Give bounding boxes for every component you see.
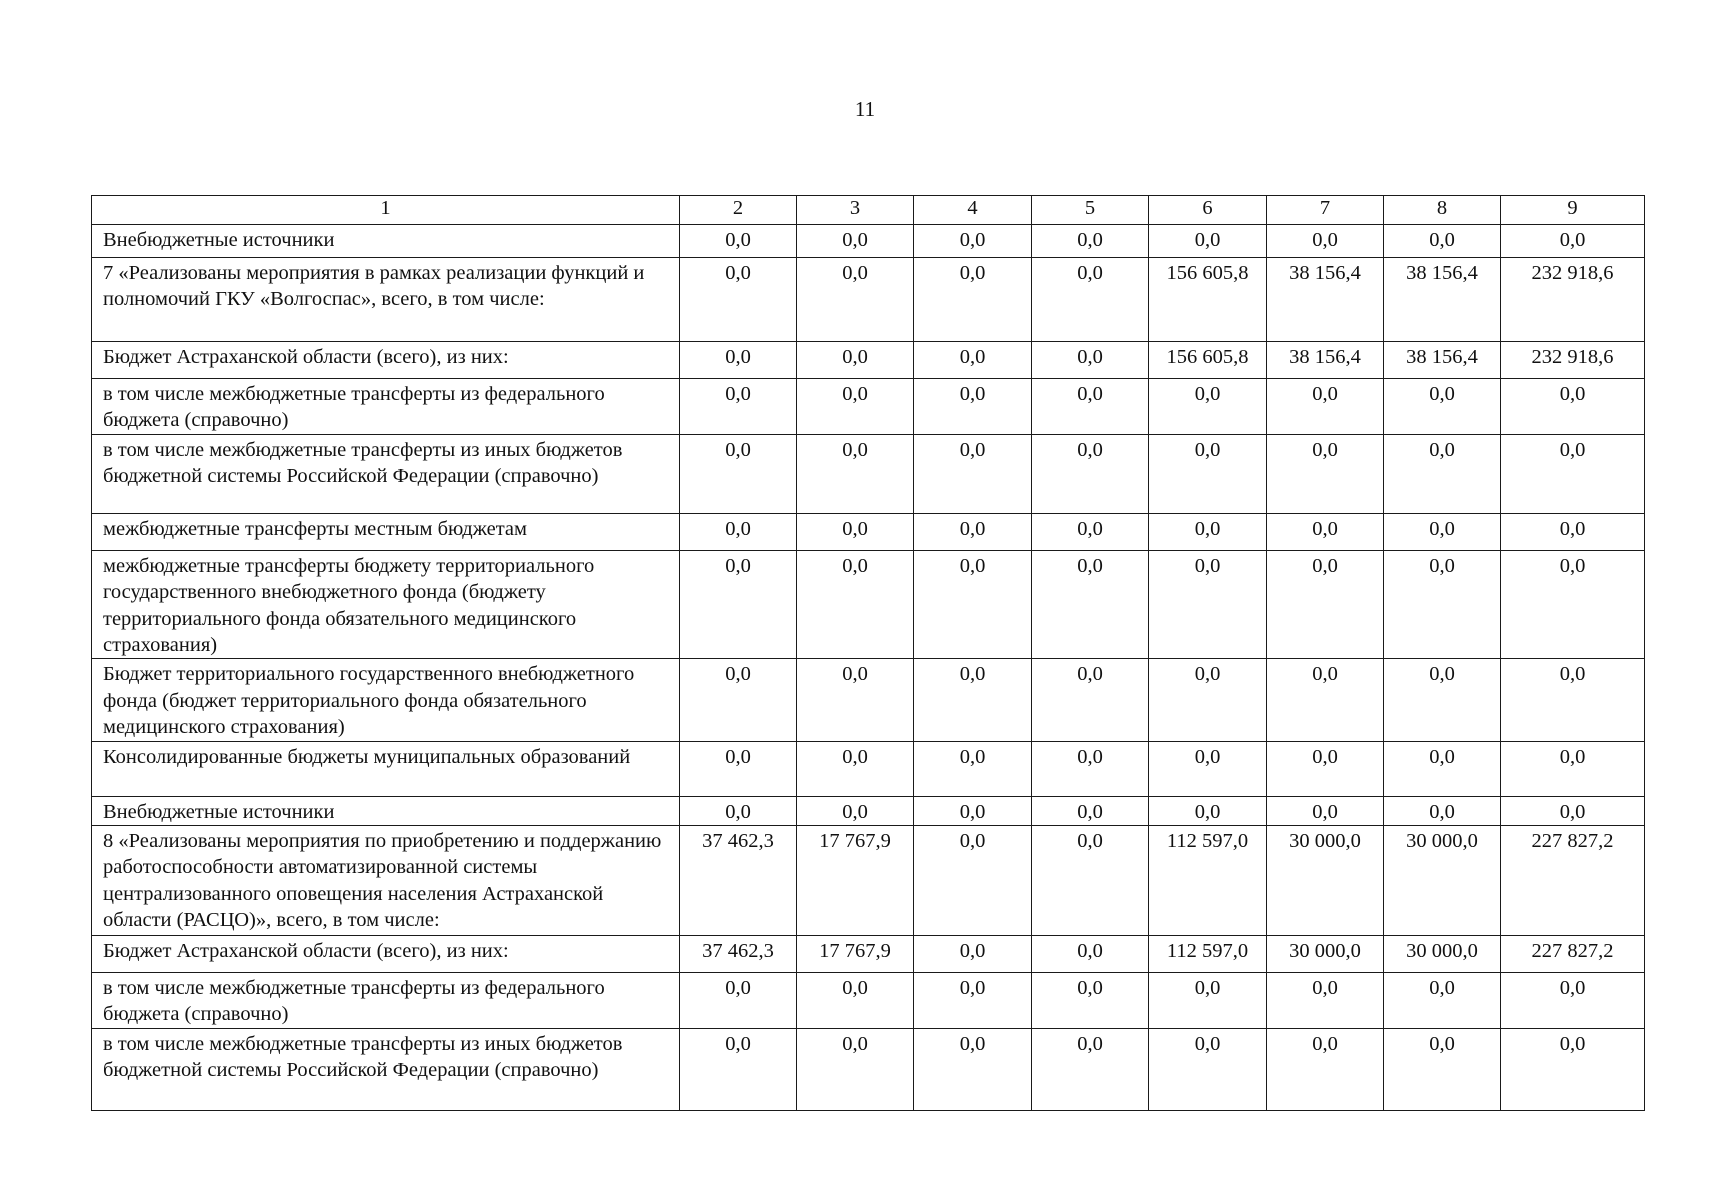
row-value: 0,0	[1149, 741, 1267, 796]
row-value: 0,0	[914, 741, 1032, 796]
column-number: 2	[680, 196, 797, 225]
table-row	[92, 258, 1645, 342]
row-value: 0,0	[1501, 796, 1645, 825]
row-value: 0,0	[797, 258, 914, 342]
row-value: 0,0	[1032, 379, 1149, 435]
row-label: Консолидированные бюджеты муниципальных образований	[92, 741, 680, 796]
column-number: 5	[1032, 196, 1149, 225]
row-value: 0,0	[914, 1028, 1032, 1110]
row-label: Бюджет Астраханской области (всего), из них:	[92, 936, 680, 973]
row-value: 0,0	[680, 434, 797, 513]
row-value: 30 000,0	[1384, 826, 1501, 936]
row-value: 0,0	[1384, 434, 1501, 513]
row-value: 0,0	[797, 796, 914, 825]
row-value: 0,0	[680, 741, 797, 796]
column-number: 7	[1267, 196, 1384, 225]
row-value: 17 767,9	[797, 936, 914, 973]
row-label: в том числе межбюджетные трансферты из иных бюджетов бюджетной системы Российской Федерации (справочно)	[92, 1028, 680, 1110]
row-label: Внебюджетные источники	[92, 796, 680, 825]
row-value: 0,0	[680, 550, 797, 659]
table-row	[92, 1028, 1645, 1110]
row-value: 0,0	[680, 379, 797, 435]
row-value: 0,0	[914, 258, 1032, 342]
row-label: 8 «Реализованы мероприятия по приобретению и поддержанию работоспособности автоматизированной системы централизованного оповещения населения Астраханской области (РАСЦО)», всего, в том числе:	[92, 826, 680, 936]
row-value: 0,0	[1149, 379, 1267, 435]
row-value: 0,0	[1384, 225, 1501, 258]
row-label: Внебюджетные источники	[92, 225, 680, 258]
row-value: 0,0	[1032, 1028, 1149, 1110]
row-value: 227 827,2	[1501, 936, 1645, 973]
row-value: 0,0	[1032, 973, 1149, 1029]
page-number: 11	[854, 97, 876, 121]
row-value: 38 156,4	[1384, 342, 1501, 379]
column-number: 3	[797, 196, 914, 225]
row-value: 0,0	[797, 741, 914, 796]
row-value: 0,0	[1267, 434, 1384, 513]
row-value: 30 000,0	[1267, 936, 1384, 973]
row-value: 0,0	[914, 659, 1032, 741]
row-value: 38 156,4	[1267, 342, 1384, 379]
row-value: 37 462,3	[680, 826, 797, 936]
row-value: 232 918,6	[1501, 258, 1645, 342]
row-value: 0,0	[1384, 513, 1501, 550]
row-value: 0,0	[680, 342, 797, 379]
row-value: 0,0	[1032, 434, 1149, 513]
row-value: 0,0	[797, 550, 914, 659]
table-row	[92, 342, 1645, 379]
row-label: в том числе межбюджетные трансферты из федерального бюджета (справочно)	[92, 973, 680, 1029]
column-number: 6	[1149, 196, 1267, 225]
row-value: 0,0	[797, 342, 914, 379]
row-value: 232 918,6	[1501, 342, 1645, 379]
row-value: 0,0	[797, 659, 914, 741]
row-value: 0,0	[680, 973, 797, 1029]
row-value: 0,0	[797, 973, 914, 1029]
row-value: 0,0	[914, 550, 1032, 659]
row-value: 17 767,9	[797, 826, 914, 936]
row-value: 37 462,3	[680, 936, 797, 973]
table-row	[92, 513, 1645, 550]
row-value: 0,0	[1267, 379, 1384, 435]
row-value: 0,0	[1267, 513, 1384, 550]
row-value: 0,0	[1501, 513, 1645, 550]
budget-table	[91, 195, 1645, 1111]
row-value: 112 597,0	[1149, 826, 1267, 936]
row-value: 0,0	[914, 936, 1032, 973]
row-value: 38 156,4	[1267, 258, 1384, 342]
row-value: 0,0	[680, 1028, 797, 1110]
column-number: 4	[914, 196, 1032, 225]
row-value: 156 605,8	[1149, 258, 1267, 342]
table-row	[92, 550, 1645, 659]
row-value: 112 597,0	[1149, 936, 1267, 973]
row-value: 0,0	[1267, 659, 1384, 741]
row-value: 0,0	[1032, 796, 1149, 825]
row-value: 0,0	[797, 1028, 914, 1110]
row-value: 0,0	[1501, 379, 1645, 435]
row-value: 0,0	[914, 796, 1032, 825]
row-value: 0,0	[914, 826, 1032, 936]
row-value: 0,0	[1384, 1028, 1501, 1110]
column-number: 8	[1384, 196, 1501, 225]
row-value: 38 156,4	[1384, 258, 1501, 342]
row-value: 0,0	[1032, 258, 1149, 342]
table-row	[92, 379, 1645, 435]
row-label: Бюджет территориального государственного внебюджетного фонда (бюджет территориального фонда обязательного медицинского страхования)	[92, 659, 680, 741]
row-value: 227 827,2	[1501, 826, 1645, 936]
row-value: 0,0	[1032, 513, 1149, 550]
row-label: Бюджет Астраханской области (всего), из них:	[92, 342, 680, 379]
column-number: 1	[92, 196, 680, 225]
row-value: 30 000,0	[1267, 826, 1384, 936]
row-value: 0,0	[680, 659, 797, 741]
table-row	[92, 434, 1645, 513]
row-value: 0,0	[1384, 741, 1501, 796]
row-value: 0,0	[1384, 379, 1501, 435]
row-label: межбюджетные трансферты местным бюджетам	[92, 513, 680, 550]
row-value: 0,0	[1384, 796, 1501, 825]
row-value: 0,0	[1032, 342, 1149, 379]
row-value: 0,0	[1267, 1028, 1384, 1110]
row-value: 0,0	[1149, 434, 1267, 513]
row-value: 0,0	[1267, 550, 1384, 659]
row-value: 0,0	[1149, 659, 1267, 741]
row-value: 0,0	[1384, 973, 1501, 1029]
row-value: 30 000,0	[1384, 936, 1501, 973]
row-value: 0,0	[1149, 1028, 1267, 1110]
table-row	[92, 659, 1645, 741]
row-value: 0,0	[1501, 1028, 1645, 1110]
row-value: 0,0	[1032, 550, 1149, 659]
row-value: 0,0	[1501, 659, 1645, 741]
row-value: 0,0	[914, 434, 1032, 513]
row-value: 0,0	[1384, 550, 1501, 659]
row-value: 0,0	[914, 973, 1032, 1029]
row-value: 0,0	[1032, 936, 1149, 973]
row-value: 0,0	[797, 513, 914, 550]
table-row	[92, 796, 1645, 825]
row-label: в том числе межбюджетные трансферты из иных бюджетов бюджетной системы Российской Федерации (справочно)	[92, 434, 680, 513]
row-value: 0,0	[1501, 434, 1645, 513]
column-number: 9	[1501, 196, 1645, 225]
row-value: 0,0	[1149, 550, 1267, 659]
row-value: 0,0	[1267, 741, 1384, 796]
row-value: 0,0	[1149, 513, 1267, 550]
row-value: 0,0	[1149, 225, 1267, 258]
row-value: 0,0	[1032, 225, 1149, 258]
row-value: 0,0	[1149, 796, 1267, 825]
row-value: 0,0	[1384, 659, 1501, 741]
row-value: 0,0	[1501, 550, 1645, 659]
row-value: 0,0	[1032, 659, 1149, 741]
row-value: 0,0	[797, 225, 914, 258]
row-label: межбюджетные трансферты бюджету территориального государственного внебюджетного фонда (бюджету территориального фонда обязательного медицинского страхования)	[92, 550, 680, 659]
column-number-row	[92, 196, 1645, 225]
row-value: 0,0	[797, 379, 914, 435]
table-row	[92, 936, 1645, 973]
table-row	[92, 973, 1645, 1029]
row-value: 0,0	[914, 379, 1032, 435]
row-label: 7 «Реализованы мероприятия в рамках реализации функций и полномочий ГКУ «Волгоспас», всего, в том числе:	[92, 258, 680, 342]
row-value: 0,0	[914, 513, 1032, 550]
row-value: 0,0	[1032, 741, 1149, 796]
table-row	[92, 741, 1645, 796]
row-value: 156 605,8	[1149, 342, 1267, 379]
row-value: 0,0	[1501, 741, 1645, 796]
row-value: 0,0	[1267, 796, 1384, 825]
row-value: 0,0	[680, 225, 797, 258]
row-value: 0,0	[1267, 225, 1384, 258]
row-value: 0,0	[1501, 973, 1645, 1029]
row-value: 0,0	[680, 513, 797, 550]
row-value: 0,0	[1149, 973, 1267, 1029]
row-value: 0,0	[680, 796, 797, 825]
row-value: 0,0	[1267, 973, 1384, 1029]
row-value: 0,0	[914, 342, 1032, 379]
table-row	[92, 826, 1645, 936]
row-value: 0,0	[1501, 225, 1645, 258]
row-label: в том числе межбюджетные трансферты из федерального бюджета (справочно)	[92, 379, 680, 435]
row-value: 0,0	[1032, 826, 1149, 936]
row-value: 0,0	[680, 258, 797, 342]
row-value: 0,0	[797, 434, 914, 513]
row-value: 0,0	[914, 225, 1032, 258]
table-row	[92, 225, 1645, 258]
